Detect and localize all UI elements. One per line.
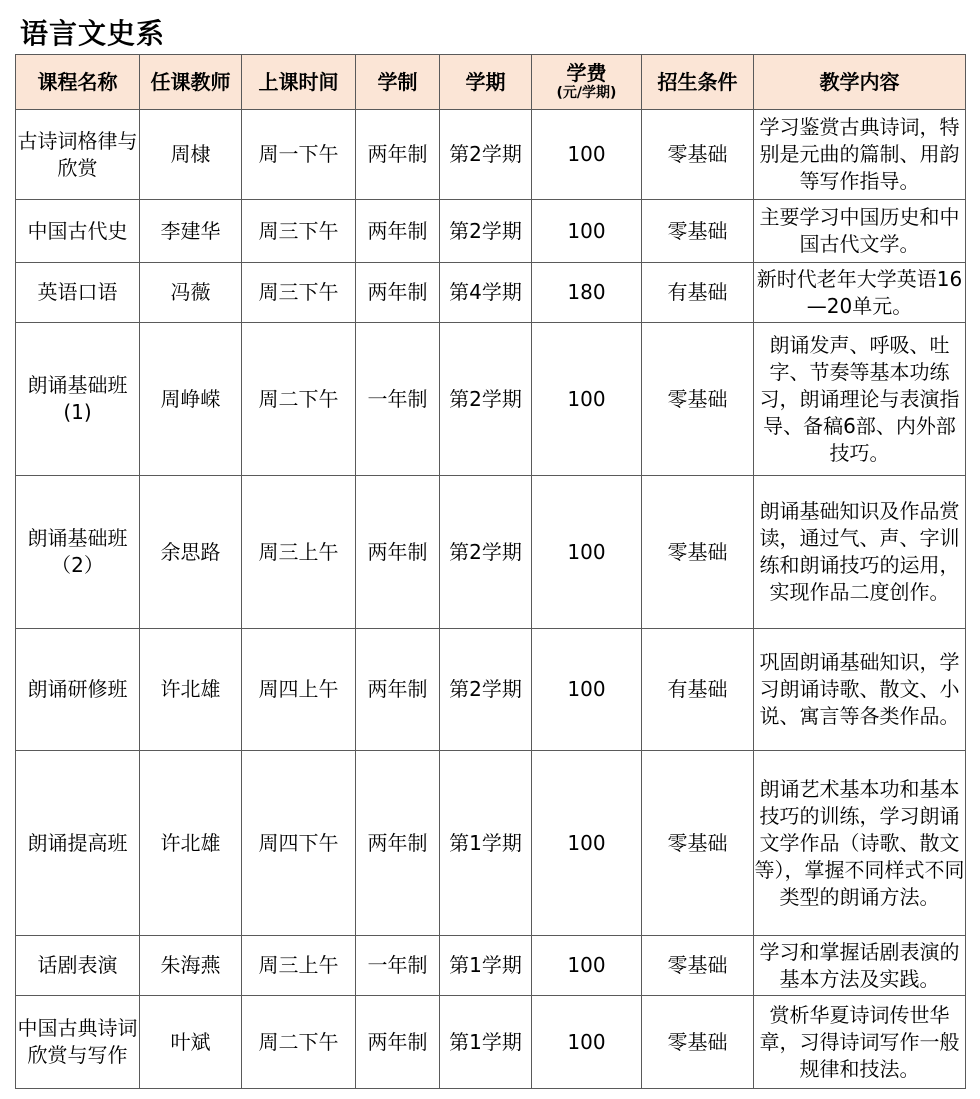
term: 第2学期 bbox=[440, 476, 532, 629]
course-name: 朗诵研修班 bbox=[16, 629, 140, 751]
course-table bbox=[15, 54, 966, 1089]
table-row bbox=[16, 936, 966, 996]
header-fee-unit: (元/学期) bbox=[556, 85, 617, 101]
course-name: 朗诵基础班(1) bbox=[16, 323, 140, 476]
content: 朗诵发声、呼吸、吐字、节奏等基本功练习，朗诵理论与表演指导、备稿6部、内外部技巧。 bbox=[754, 323, 966, 476]
class-time: 周三上午 bbox=[242, 936, 356, 996]
school-system: 两年制 bbox=[356, 110, 440, 200]
teacher: 叶斌 bbox=[140, 996, 242, 1089]
requirement: 零基础 bbox=[642, 323, 754, 476]
header-course: 课程名称 bbox=[16, 55, 140, 110]
table-row bbox=[16, 476, 966, 629]
header-teacher: 任课教师 bbox=[140, 55, 242, 110]
content: 朗诵基础知识及作品赏读，通过气、声、字训练和朗诵技巧的运用，实现作品二度创作。 bbox=[754, 476, 966, 629]
class-time: 周二下午 bbox=[242, 996, 356, 1089]
term: 第4学期 bbox=[440, 263, 532, 323]
fee: 180 bbox=[532, 263, 642, 323]
class-time: 周四上午 bbox=[242, 629, 356, 751]
requirement: 零基础 bbox=[642, 110, 754, 200]
table-header-row bbox=[16, 55, 966, 110]
table-row bbox=[16, 629, 966, 751]
fee: 100 bbox=[532, 996, 642, 1089]
teacher: 许北雄 bbox=[140, 629, 242, 751]
course-name: 中国古典诗词欣赏与写作 bbox=[16, 996, 140, 1089]
requirement: 零基础 bbox=[642, 200, 754, 263]
fee: 100 bbox=[532, 110, 642, 200]
school-system: 一年制 bbox=[356, 323, 440, 476]
school-system: 两年制 bbox=[356, 996, 440, 1089]
course-name: 中国古代史 bbox=[16, 200, 140, 263]
term: 第2学期 bbox=[440, 110, 532, 200]
fee: 100 bbox=[532, 751, 642, 936]
course-name: 朗诵提高班 bbox=[16, 751, 140, 936]
term: 第1学期 bbox=[440, 936, 532, 996]
class-time: 周三下午 bbox=[242, 200, 356, 263]
school-system: 两年制 bbox=[356, 476, 440, 629]
header-fee-label: 学费 bbox=[566, 61, 607, 85]
page-title: 语言文史系 bbox=[20, 17, 166, 50]
fee: 100 bbox=[532, 629, 642, 751]
school-system: 两年制 bbox=[356, 751, 440, 936]
class-time: 周三下午 bbox=[242, 263, 356, 323]
term: 第1学期 bbox=[440, 996, 532, 1089]
teacher: 冯薇 bbox=[140, 263, 242, 323]
header-time: 上课时间 bbox=[242, 55, 356, 110]
term: 第2学期 bbox=[440, 200, 532, 263]
course-name: 朗诵基础班（2） bbox=[16, 476, 140, 629]
term: 第2学期 bbox=[440, 323, 532, 476]
table-row bbox=[16, 263, 966, 323]
header-content: 教学内容 bbox=[754, 55, 966, 110]
class-time: 周三上午 bbox=[242, 476, 356, 629]
header-fee bbox=[532, 55, 642, 110]
teacher: 朱海燕 bbox=[140, 936, 242, 996]
school-system: 两年制 bbox=[356, 629, 440, 751]
fee: 100 bbox=[532, 323, 642, 476]
teacher: 周峥嵘 bbox=[140, 323, 242, 476]
requirement: 有基础 bbox=[642, 629, 754, 751]
requirement: 零基础 bbox=[642, 751, 754, 936]
table-row bbox=[16, 323, 966, 476]
requirement: 零基础 bbox=[642, 476, 754, 629]
requirement: 零基础 bbox=[642, 936, 754, 996]
table-row bbox=[16, 200, 966, 263]
term: 第2学期 bbox=[440, 629, 532, 751]
teacher: 余思路 bbox=[140, 476, 242, 629]
teacher: 李建华 bbox=[140, 200, 242, 263]
course-name: 古诗词格律与欣赏 bbox=[16, 110, 140, 200]
content: 巩固朗诵基础知识，学习朗诵诗歌、散文、小说、寓言等各类作品。 bbox=[754, 629, 966, 751]
table-row bbox=[16, 996, 966, 1089]
teacher: 许北雄 bbox=[140, 751, 242, 936]
table-row bbox=[16, 751, 966, 936]
content: 新时代老年大学英语16—20单元。 bbox=[754, 263, 966, 323]
teacher: 周棣 bbox=[140, 110, 242, 200]
header-system: 学制 bbox=[356, 55, 440, 110]
school-system: 两年制 bbox=[356, 200, 440, 263]
class-time: 周二下午 bbox=[242, 323, 356, 476]
content: 学习和掌握话剧表演的基本方法及实践。 bbox=[754, 936, 966, 996]
class-time: 周四下午 bbox=[242, 751, 356, 936]
table-row bbox=[16, 110, 966, 200]
fee: 100 bbox=[532, 936, 642, 996]
content: 主要学习中国历史和中国古代文学。 bbox=[754, 200, 966, 263]
header-requirement: 招生条件 bbox=[642, 55, 754, 110]
fee: 100 bbox=[532, 476, 642, 629]
content: 赏析华夏诗词传世华章，习得诗词写作一般规律和技法。 bbox=[754, 996, 966, 1089]
fee: 100 bbox=[532, 200, 642, 263]
course-name: 英语口语 bbox=[16, 263, 140, 323]
school-system: 两年制 bbox=[356, 263, 440, 323]
content: 学习鉴赏古典诗词，特别是元曲的篇制、用韵等写作指导。 bbox=[754, 110, 966, 200]
content: 朗诵艺术基本功和基本技巧的训练，学习朗诵文学作品（诗歌、散文等），掌握不同样式不同类型的朗诵方法。 bbox=[754, 751, 966, 936]
term: 第1学期 bbox=[440, 751, 532, 936]
course-name: 话剧表演 bbox=[16, 936, 140, 996]
school-system: 一年制 bbox=[356, 936, 440, 996]
header-term: 学期 bbox=[440, 55, 532, 110]
class-time: 周一下午 bbox=[242, 110, 356, 200]
requirement: 零基础 bbox=[642, 996, 754, 1089]
requirement: 有基础 bbox=[642, 263, 754, 323]
